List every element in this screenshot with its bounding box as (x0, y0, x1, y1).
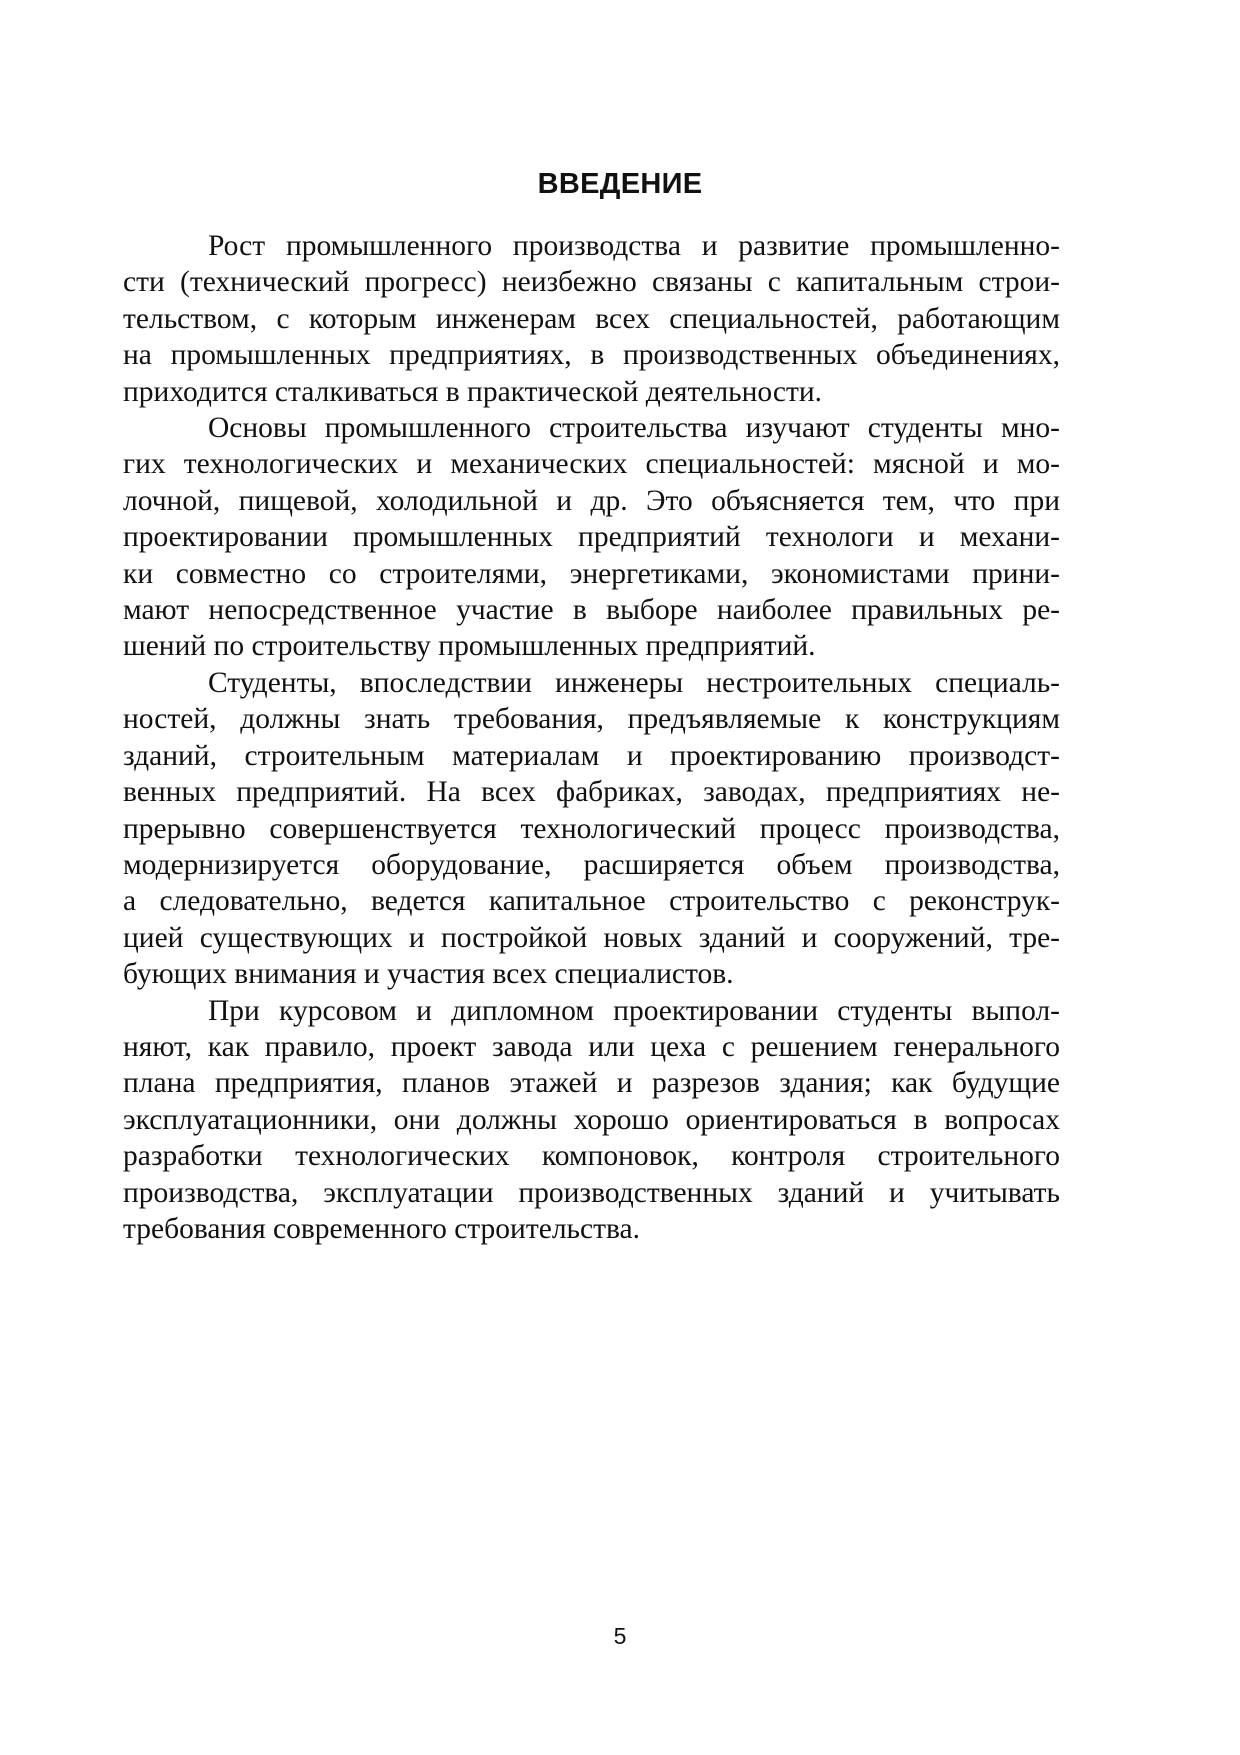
text-line: сти (технический прогресс) неизбежно связаны с капитальным строи- (123, 266, 1060, 299)
body-text (123, 228, 1060, 1247)
text-line: модернизируется оборудование, расширяется объем производства, (123, 848, 1060, 881)
paragraph-3 (123, 665, 1060, 993)
text-line: ностей, должны знать требования, предъявляемые к конструкциям (123, 703, 1060, 736)
text-line: зданий, строительным материалам и проектированию производст- (123, 739, 1060, 772)
text-line: а следовательно, ведется капитальное строительство с реконструк- (123, 885, 1060, 918)
text-line: лочной, пищевой, холодильной и др. Это объясняется тем, что при (123, 484, 1060, 517)
text-line: гих технологических и механических специальностей: мясной и мо- (123, 448, 1060, 481)
text-line: производства, эксплуатации производственных зданий и учитывать (123, 1176, 1060, 1209)
text-line: проектировании промышленных предприятий технологи и механи- (123, 521, 1060, 554)
text-line: приходится сталкиваться в практической деятельности. (123, 375, 823, 408)
paragraph-1 (123, 228, 1060, 410)
text-line: венных предприятий. На всех фабриках, заводах, предприятиях не- (123, 776, 1060, 809)
text-line: Рост промышленного производства и развитие промышленно- (208, 230, 1060, 262)
text-line: няют, как правило, проект завода или цеха с решением генерального (123, 1030, 1060, 1063)
text-line: эксплуатационники, они должны хорошо ориентироваться в вопросах (123, 1103, 1060, 1136)
text-line: плана предприятия, планов этажей и разрезов здания; как будущие (123, 1067, 1060, 1100)
text-line: цией существующих и постройкой новых зданий и сооружений, тре- (123, 921, 1060, 954)
text-line: прерывно совершенствуется технологический процесс производства, (123, 812, 1060, 845)
text-line: Студенты, впоследствии инженеры нестроительных специаль- (208, 666, 1060, 699)
text-line: ки совместно со строителями, энергетиками, экономистами прини- (123, 557, 1060, 590)
text-line: на промышленных предприятиях, в производственных объединениях, (123, 339, 1060, 372)
page-number: 5 (613, 1623, 627, 1649)
paragraph-4 (123, 993, 1060, 1248)
text-line: требования современного строительства. (123, 1212, 640, 1245)
text-line: Основы промышленного строительства изучают студенты мно- (208, 412, 1060, 445)
paragraph-2 (123, 410, 1060, 665)
text-line: бующих внимания и участия всех специалистов. (123, 958, 734, 991)
text-line: тельством, с которым инженерам всех специальностей, работающим (123, 302, 1060, 335)
text-line: При курсовом и дипломном проектировании студенты выпол- (208, 994, 1060, 1027)
text-line: шений по строительству промышленных предприятий. (123, 630, 816, 663)
page-title: ВВЕДЕНИЕ (537, 168, 703, 200)
text-line: мают непосредственное участие в выборе наиболее правильных ре- (123, 594, 1060, 627)
text-line: разработки технологических компоновок, контроля строительного (123, 1140, 1060, 1173)
